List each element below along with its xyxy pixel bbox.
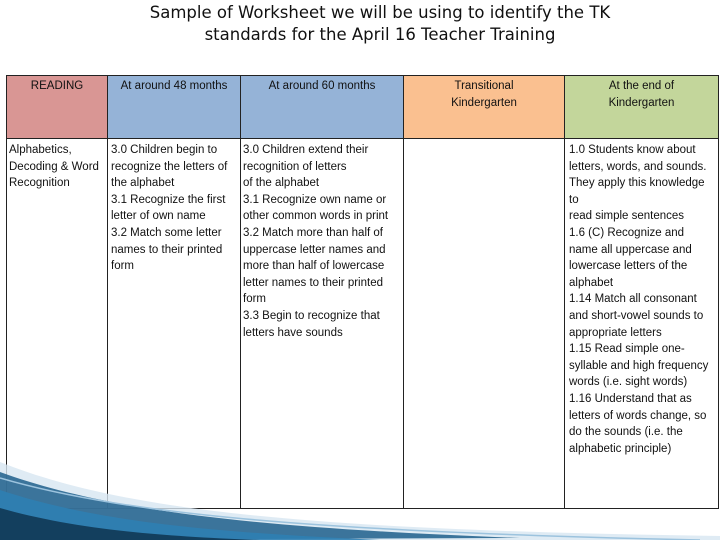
cell-text-line: of the alphabet (243, 177, 320, 190)
cell-transitional-kindergarten (404, 139, 565, 509)
cell-text-line: 3.0 Children extend their (243, 144, 369, 156)
cell-text-line: name all uppercase and (569, 243, 692, 256)
standards-worksheet-table (6, 75, 719, 509)
cell-text-line: to (569, 193, 579, 206)
cell-text-line: 1.6 (C) Recognize and (569, 226, 685, 239)
cell-text-line: alphabet (569, 276, 614, 289)
cell-text-line: alphabetic principle) (569, 442, 672, 455)
cell-text-line: Recognition (9, 177, 70, 190)
cell-text-line: lowercase letters of the (569, 260, 688, 273)
cell-text-line: letters, words, and sounds. (569, 160, 707, 173)
cell-text-line: syllable and high frequency (569, 359, 709, 372)
cell-text-line: appropriate letters (569, 326, 662, 339)
cell-text-line: recognize the letters of (111, 160, 228, 173)
cell-text-line: letter names to their printed (243, 276, 383, 289)
cell-text-line: letters of words change, so (569, 409, 707, 422)
cell-text-line: Decoding & Word (9, 160, 99, 173)
cell-text-line: read simple sentences (569, 210, 685, 223)
cell-60-months (241, 139, 404, 509)
cell-text-line: the alphabet (111, 177, 175, 190)
cell-text-line: 3.3 Begin to recognize that (243, 309, 380, 322)
title-line-2: standards for the April 16 Teacher Training (204, 25, 556, 44)
cell-text-line: 3.1 Recognize the first (111, 193, 226, 206)
cell-text-line: 1.0 Students know about (569, 144, 696, 156)
cell-text-line: names to their printed (111, 243, 223, 256)
slide-title (0, 2, 720, 46)
header-reading: READING (7, 76, 108, 139)
cell-48-months (108, 139, 241, 509)
cell-text-line: form (111, 260, 134, 273)
cell-text-line: They apply this knowledge (569, 177, 705, 190)
cell-text-line: recognition of letters (243, 160, 347, 173)
cell-text-line: 3.0 Children begin to (111, 144, 218, 156)
cell-text-line: uppercase letter names and (243, 243, 386, 256)
cell-text-line: 1.16 Understand that as (569, 392, 692, 405)
cell-text-line: do the sounds (i.e. the (569, 426, 683, 439)
cell-text-line: other common words in print (243, 210, 389, 223)
cell-text-line: words (i.e. sight words) (569, 376, 688, 389)
table-row (7, 139, 719, 509)
header-transitional-kindergarten: Transitional Kindergarten (404, 76, 565, 139)
cell-text-line: and short-vowel sounds to (569, 309, 704, 322)
cell-end-of-kindergarten (565, 139, 719, 509)
header-end-of-kindergarten: At the end of Kindergarten (565, 76, 719, 139)
cell-text-line: letters have sounds (243, 326, 343, 339)
header-row (7, 76, 719, 139)
cell-text-line: more than half of lowercase (243, 260, 385, 273)
cell-text-line: 1.15 Read simple one- (569, 343, 685, 356)
cell-text-line: 3.2 Match more than half of (243, 226, 383, 239)
cell-text-line: Alphabetics, (9, 144, 72, 156)
header-48-months: At around 48 months (108, 76, 241, 139)
cell-text-line: form (243, 293, 266, 306)
cell-text-line: 1.14 Match all consonant (569, 293, 697, 306)
cell-domain (7, 139, 108, 509)
header-60-months: At around 60 months (241, 76, 404, 139)
title-line-1: Sample of Worksheet we will be using to identify the TK (149, 3, 611, 22)
cell-text-line: 3.2 Match some letter (111, 226, 222, 239)
cell-text-line: 3.1 Recognize own name or (243, 193, 387, 206)
cell-text-line: letter of own name (111, 210, 206, 223)
